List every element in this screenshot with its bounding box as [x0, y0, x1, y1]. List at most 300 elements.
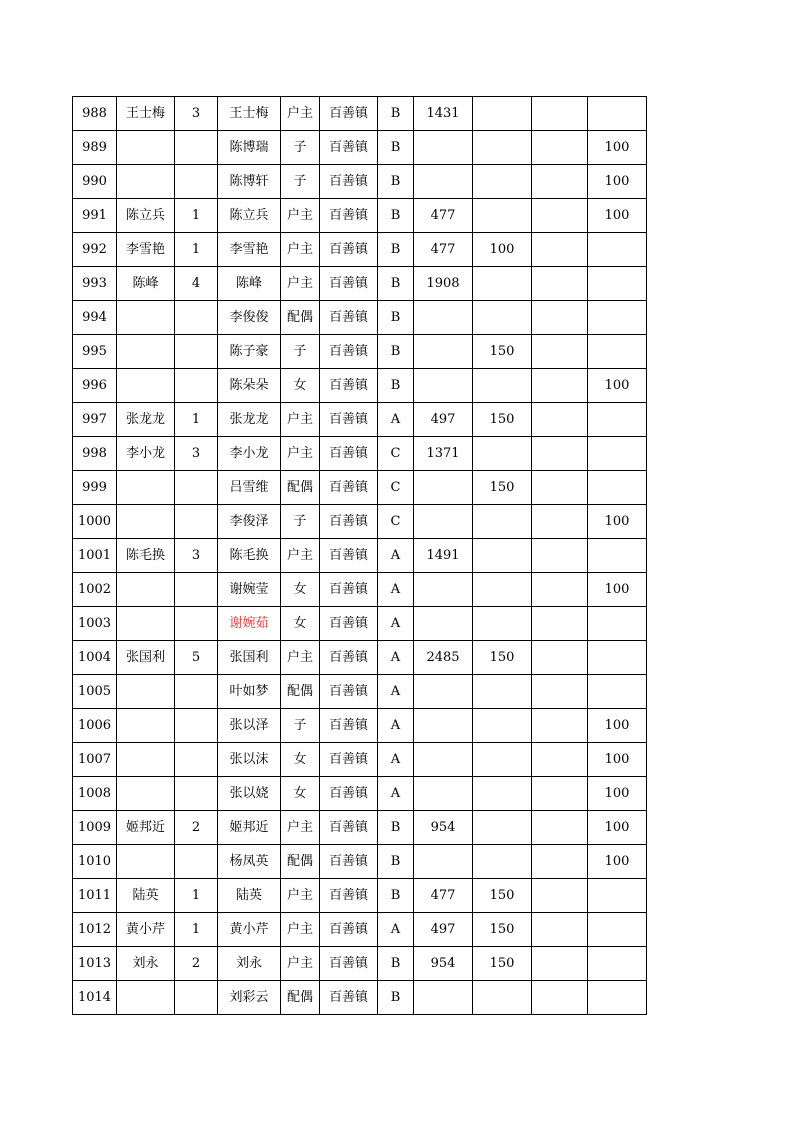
subsidy-a-cell [473, 131, 532, 165]
subsidy-a-cell [473, 369, 532, 403]
township-cell: 百善镇 [320, 675, 378, 709]
township-cell: 百善镇 [320, 743, 378, 777]
subsidy-a-cell: 100 [473, 233, 532, 267]
subsidy-a-cell [473, 811, 532, 845]
category-cell: B [378, 981, 414, 1015]
member-name-cell: 陈博瑞 [218, 131, 281, 165]
subsidy-c-cell [588, 675, 647, 709]
relation-cell: 配偶 [281, 471, 320, 505]
township-cell: 百善镇 [320, 97, 378, 131]
row-number-cell: 997 [73, 403, 117, 437]
row-number-cell: 995 [73, 335, 117, 369]
table-row [73, 641, 647, 675]
member-count-cell [175, 505, 218, 539]
township-cell: 百善镇 [320, 233, 378, 267]
member-name-cell: 李俊俊 [218, 301, 281, 335]
table-row [73, 675, 647, 709]
relation-cell: 配偶 [281, 845, 320, 879]
township-cell: 百善镇 [320, 573, 378, 607]
subsidy-a-cell: 150 [473, 947, 532, 981]
household-head-cell: 李小龙 [117, 437, 175, 471]
subsidy-b-cell [532, 845, 588, 879]
township-cell: 百善镇 [320, 437, 378, 471]
subsidy-a-cell: 150 [473, 641, 532, 675]
category-cell: B [378, 267, 414, 301]
subsidy-b-cell [532, 301, 588, 335]
member-name-cell: 张龙龙 [218, 403, 281, 437]
category-cell: B [378, 165, 414, 199]
subsidy-a-cell: 150 [473, 913, 532, 947]
subsidy-b-cell [532, 267, 588, 301]
member-name-cell: 谢婉茹 [218, 607, 281, 641]
table-row [73, 165, 647, 199]
township-cell: 百善镇 [320, 981, 378, 1015]
relation-cell: 户主 [281, 641, 320, 675]
amount-cell: 497 [414, 913, 473, 947]
member-name-cell: 陈立兵 [218, 199, 281, 233]
table-row [73, 947, 647, 981]
amount-cell: 497 [414, 403, 473, 437]
member-name-cell: 张以娆 [218, 777, 281, 811]
subsidy-c-cell [588, 947, 647, 981]
township-cell: 百善镇 [320, 607, 378, 641]
subsidy-c-cell [588, 607, 647, 641]
household-head-cell [117, 369, 175, 403]
subsidy-c-cell [588, 403, 647, 437]
subsidy-b-cell [532, 947, 588, 981]
subsidy-b-cell [532, 709, 588, 743]
category-cell: B [378, 301, 414, 335]
amount-cell [414, 505, 473, 539]
subsidy-c-cell: 100 [588, 199, 647, 233]
relation-cell: 户主 [281, 879, 320, 913]
household-head-cell [117, 709, 175, 743]
subsidy-c-cell: 100 [588, 131, 647, 165]
subsidy-c-cell: 100 [588, 369, 647, 403]
township-cell: 百善镇 [320, 947, 378, 981]
table-row [73, 335, 647, 369]
member-name-cell: 姬邦近 [218, 811, 281, 845]
township-cell: 百善镇 [320, 845, 378, 879]
category-cell: A [378, 607, 414, 641]
subsidy-a-cell [473, 437, 532, 471]
member-count-cell: 3 [175, 97, 218, 131]
subsidy-b-cell [532, 97, 588, 131]
subsidy-b-cell [532, 641, 588, 675]
table-row [73, 97, 647, 131]
member-count-cell: 5 [175, 641, 218, 675]
township-cell: 百善镇 [320, 709, 378, 743]
member-name-cell: 陈子豪 [218, 335, 281, 369]
category-cell: A [378, 675, 414, 709]
member-count-cell [175, 743, 218, 777]
subsidy-a-cell [473, 709, 532, 743]
amount-cell [414, 335, 473, 369]
member-count-cell [175, 777, 218, 811]
member-count-cell [175, 607, 218, 641]
household-head-cell: 黄小芹 [117, 913, 175, 947]
subsidy-c-cell [588, 879, 647, 913]
subsidy-b-cell [532, 335, 588, 369]
member-count-cell [175, 471, 218, 505]
row-number-cell: 1012 [73, 913, 117, 947]
row-number-cell: 1009 [73, 811, 117, 845]
member-count-cell: 3 [175, 539, 218, 573]
township-cell: 百善镇 [320, 913, 378, 947]
subsidy-c-cell: 100 [588, 709, 647, 743]
subsidy-c-cell: 100 [588, 505, 647, 539]
table-row [73, 539, 647, 573]
township-cell: 百善镇 [320, 131, 378, 165]
table-row [73, 505, 647, 539]
amount-cell [414, 777, 473, 811]
township-cell: 百善镇 [320, 641, 378, 675]
member-count-cell: 1 [175, 233, 218, 267]
amount-cell [414, 607, 473, 641]
household-head-cell: 刘永 [117, 947, 175, 981]
subsidy-a-cell [473, 607, 532, 641]
subsidy-a-cell [473, 845, 532, 879]
amount-cell [414, 301, 473, 335]
amount-cell [414, 369, 473, 403]
subsidy-b-cell [532, 131, 588, 165]
row-number-cell: 998 [73, 437, 117, 471]
member-count-cell [175, 301, 218, 335]
subsidy-c-cell: 100 [588, 743, 647, 777]
table-row [73, 199, 647, 233]
household-head-cell: 张国利 [117, 641, 175, 675]
member-count-cell [175, 845, 218, 879]
subsidy-b-cell [532, 165, 588, 199]
member-name-cell: 陆英 [218, 879, 281, 913]
row-number-cell: 1013 [73, 947, 117, 981]
category-cell: C [378, 505, 414, 539]
row-number-cell: 999 [73, 471, 117, 505]
subsidy-a-cell: 150 [473, 471, 532, 505]
table-row [73, 981, 647, 1015]
township-cell: 百善镇 [320, 301, 378, 335]
household-head-cell: 李雪艳 [117, 233, 175, 267]
amount-cell [414, 709, 473, 743]
household-head-cell [117, 131, 175, 165]
relation-cell: 女 [281, 607, 320, 641]
household-head-cell: 王士梅 [117, 97, 175, 131]
amount-cell: 477 [414, 879, 473, 913]
row-number-cell: 1014 [73, 981, 117, 1015]
subsidy-a-cell [473, 675, 532, 709]
table-row [73, 131, 647, 165]
category-cell: B [378, 199, 414, 233]
subsidy-c-cell [588, 301, 647, 335]
member-count-cell [175, 165, 218, 199]
row-number-cell: 1006 [73, 709, 117, 743]
member-name-cell: 张国利 [218, 641, 281, 675]
member-name-cell: 王士梅 [218, 97, 281, 131]
township-cell: 百善镇 [320, 403, 378, 437]
member-name-cell: 李小龙 [218, 437, 281, 471]
relation-cell: 子 [281, 165, 320, 199]
member-count-cell [175, 131, 218, 165]
household-head-cell [117, 335, 175, 369]
category-cell: A [378, 777, 414, 811]
row-number-cell: 992 [73, 233, 117, 267]
category-cell: B [378, 369, 414, 403]
relation-cell: 户主 [281, 913, 320, 947]
relation-cell: 配偶 [281, 981, 320, 1015]
subsidy-b-cell [532, 879, 588, 913]
member-count-cell [175, 335, 218, 369]
subsidy-b-cell [532, 573, 588, 607]
subsidy-c-cell [588, 267, 647, 301]
relation-cell: 女 [281, 777, 320, 811]
row-number-cell: 1007 [73, 743, 117, 777]
category-cell: C [378, 437, 414, 471]
relation-cell: 户主 [281, 403, 320, 437]
subsidy-a-cell [473, 505, 532, 539]
subsidy-c-cell: 100 [588, 165, 647, 199]
relation-cell: 配偶 [281, 675, 320, 709]
subsidy-b-cell [532, 403, 588, 437]
member-count-cell: 1 [175, 913, 218, 947]
township-cell: 百善镇 [320, 811, 378, 845]
relation-cell: 户主 [281, 267, 320, 301]
subsidy-c-cell [588, 97, 647, 131]
subsidy-b-cell [532, 199, 588, 233]
member-name-cell: 叶如梦 [218, 675, 281, 709]
township-cell: 百善镇 [320, 777, 378, 811]
member-count-cell: 4 [175, 267, 218, 301]
member-count-cell [175, 675, 218, 709]
subsidy-c-cell: 100 [588, 811, 647, 845]
subsidy-a-cell [473, 97, 532, 131]
subsidy-c-cell [588, 981, 647, 1015]
relation-cell: 户主 [281, 947, 320, 981]
subsidy-b-cell [532, 981, 588, 1015]
subsidy-c-cell [588, 641, 647, 675]
household-head-cell [117, 165, 175, 199]
table-row [73, 471, 647, 505]
member-name-cell: 刘彩云 [218, 981, 281, 1015]
household-table [72, 96, 647, 1015]
row-number-cell: 990 [73, 165, 117, 199]
row-number-cell: 991 [73, 199, 117, 233]
amount-cell [414, 471, 473, 505]
category-cell: B [378, 335, 414, 369]
household-head-cell: 陆英 [117, 879, 175, 913]
amount-cell: 954 [414, 811, 473, 845]
relation-cell: 户主 [281, 539, 320, 573]
row-number-cell: 1002 [73, 573, 117, 607]
subsidy-c-cell [588, 471, 647, 505]
row-number-cell: 1010 [73, 845, 117, 879]
member-name-cell: 陈博轩 [218, 165, 281, 199]
amount-cell: 1431 [414, 97, 473, 131]
subsidy-b-cell [532, 913, 588, 947]
relation-cell: 女 [281, 573, 320, 607]
member-count-cell: 1 [175, 199, 218, 233]
subsidy-c-cell: 100 [588, 777, 647, 811]
subsidy-a-cell [473, 199, 532, 233]
table-body [73, 97, 647, 1015]
subsidy-c-cell: 100 [588, 573, 647, 607]
row-number-cell: 988 [73, 97, 117, 131]
table-row [73, 607, 647, 641]
subsidy-a-cell [473, 573, 532, 607]
table-row [73, 301, 647, 335]
township-cell: 百善镇 [320, 471, 378, 505]
relation-cell: 户主 [281, 199, 320, 233]
household-head-cell: 张龙龙 [117, 403, 175, 437]
subsidy-b-cell [532, 811, 588, 845]
member-count-cell: 2 [175, 947, 218, 981]
household-head-cell [117, 573, 175, 607]
table-row [73, 437, 647, 471]
amount-cell: 954 [414, 947, 473, 981]
subsidy-b-cell [532, 743, 588, 777]
amount-cell [414, 981, 473, 1015]
amount-cell [414, 165, 473, 199]
table-row [73, 845, 647, 879]
subsidy-b-cell [532, 539, 588, 573]
township-cell: 百善镇 [320, 879, 378, 913]
household-head-cell: 陈毛换 [117, 539, 175, 573]
row-number-cell: 996 [73, 369, 117, 403]
subsidy-a-cell [473, 165, 532, 199]
member-count-cell [175, 709, 218, 743]
row-number-cell: 1004 [73, 641, 117, 675]
member-count-cell [175, 981, 218, 1015]
township-cell: 百善镇 [320, 199, 378, 233]
subsidy-a-cell: 150 [473, 335, 532, 369]
member-name-cell: 谢婉莹 [218, 573, 281, 607]
relation-cell: 子 [281, 335, 320, 369]
table-row [73, 777, 647, 811]
township-cell: 百善镇 [320, 165, 378, 199]
household-head-cell [117, 301, 175, 335]
subsidy-a-cell [473, 267, 532, 301]
household-head-cell [117, 675, 175, 709]
subsidy-c-cell [588, 437, 647, 471]
category-cell: A [378, 913, 414, 947]
category-cell: A [378, 709, 414, 743]
amount-cell [414, 743, 473, 777]
amount-cell: 477 [414, 199, 473, 233]
category-cell: A [378, 573, 414, 607]
member-count-cell: 2 [175, 811, 218, 845]
amount-cell: 1491 [414, 539, 473, 573]
amount-cell: 2485 [414, 641, 473, 675]
member-count-cell: 3 [175, 437, 218, 471]
household-head-cell: 陈立兵 [117, 199, 175, 233]
table-row [73, 811, 647, 845]
member-count-cell: 1 [175, 879, 218, 913]
table-row [73, 709, 647, 743]
amount-cell [414, 573, 473, 607]
township-cell: 百善镇 [320, 369, 378, 403]
subsidy-b-cell [532, 369, 588, 403]
household-head-cell [117, 607, 175, 641]
member-count-cell [175, 369, 218, 403]
relation-cell: 子 [281, 709, 320, 743]
subsidy-c-cell [588, 335, 647, 369]
category-cell: A [378, 403, 414, 437]
row-number-cell: 1001 [73, 539, 117, 573]
household-head-cell [117, 505, 175, 539]
member-count-cell: 1 [175, 403, 218, 437]
row-number-cell: 1008 [73, 777, 117, 811]
subsidy-b-cell [532, 471, 588, 505]
subsidy-c-cell [588, 233, 647, 267]
table-row [73, 233, 647, 267]
relation-cell: 子 [281, 131, 320, 165]
relation-cell: 户主 [281, 233, 320, 267]
table-row [73, 267, 647, 301]
member-name-cell: 李俊泽 [218, 505, 281, 539]
relation-cell: 子 [281, 505, 320, 539]
household-head-cell [117, 777, 175, 811]
subsidy-a-cell [473, 301, 532, 335]
subsidy-b-cell [532, 675, 588, 709]
category-cell: B [378, 845, 414, 879]
table-row [73, 879, 647, 913]
subsidy-a-cell [473, 981, 532, 1015]
member-name-cell: 杨凤英 [218, 845, 281, 879]
category-cell: B [378, 947, 414, 981]
relation-cell: 女 [281, 369, 320, 403]
township-cell: 百善镇 [320, 335, 378, 369]
subsidy-b-cell [532, 505, 588, 539]
row-number-cell: 989 [73, 131, 117, 165]
relation-cell: 户主 [281, 811, 320, 845]
household-head-cell: 陈峰 [117, 267, 175, 301]
category-cell: B [378, 879, 414, 913]
table-row [73, 573, 647, 607]
table-row [73, 403, 647, 437]
member-name-cell: 陈朵朵 [218, 369, 281, 403]
amount-cell: 1371 [414, 437, 473, 471]
subsidy-a-cell: 150 [473, 403, 532, 437]
township-cell: 百善镇 [320, 505, 378, 539]
household-head-cell [117, 981, 175, 1015]
member-name-cell: 黄小芹 [218, 913, 281, 947]
subsidy-b-cell [532, 233, 588, 267]
category-cell: B [378, 811, 414, 845]
subsidy-b-cell [532, 777, 588, 811]
row-number-cell: 1003 [73, 607, 117, 641]
household-head-cell [117, 845, 175, 879]
member-name-cell: 吕雪维 [218, 471, 281, 505]
category-cell: B [378, 233, 414, 267]
table-row [73, 743, 647, 777]
household-head-cell [117, 471, 175, 505]
subsidy-a-cell [473, 539, 532, 573]
subsidy-c-cell: 100 [588, 845, 647, 879]
subsidy-a-cell: 150 [473, 879, 532, 913]
subsidy-a-cell [473, 777, 532, 811]
relation-cell: 配偶 [281, 301, 320, 335]
member-name-cell: 张以泽 [218, 709, 281, 743]
category-cell: A [378, 641, 414, 675]
household-head-cell: 姬邦近 [117, 811, 175, 845]
township-cell: 百善镇 [320, 267, 378, 301]
township-cell: 百善镇 [320, 539, 378, 573]
row-number-cell: 1000 [73, 505, 117, 539]
member-name-cell: 陈毛换 [218, 539, 281, 573]
amount-cell [414, 675, 473, 709]
category-cell: A [378, 539, 414, 573]
amount-cell: 1908 [414, 267, 473, 301]
table-row [73, 369, 647, 403]
